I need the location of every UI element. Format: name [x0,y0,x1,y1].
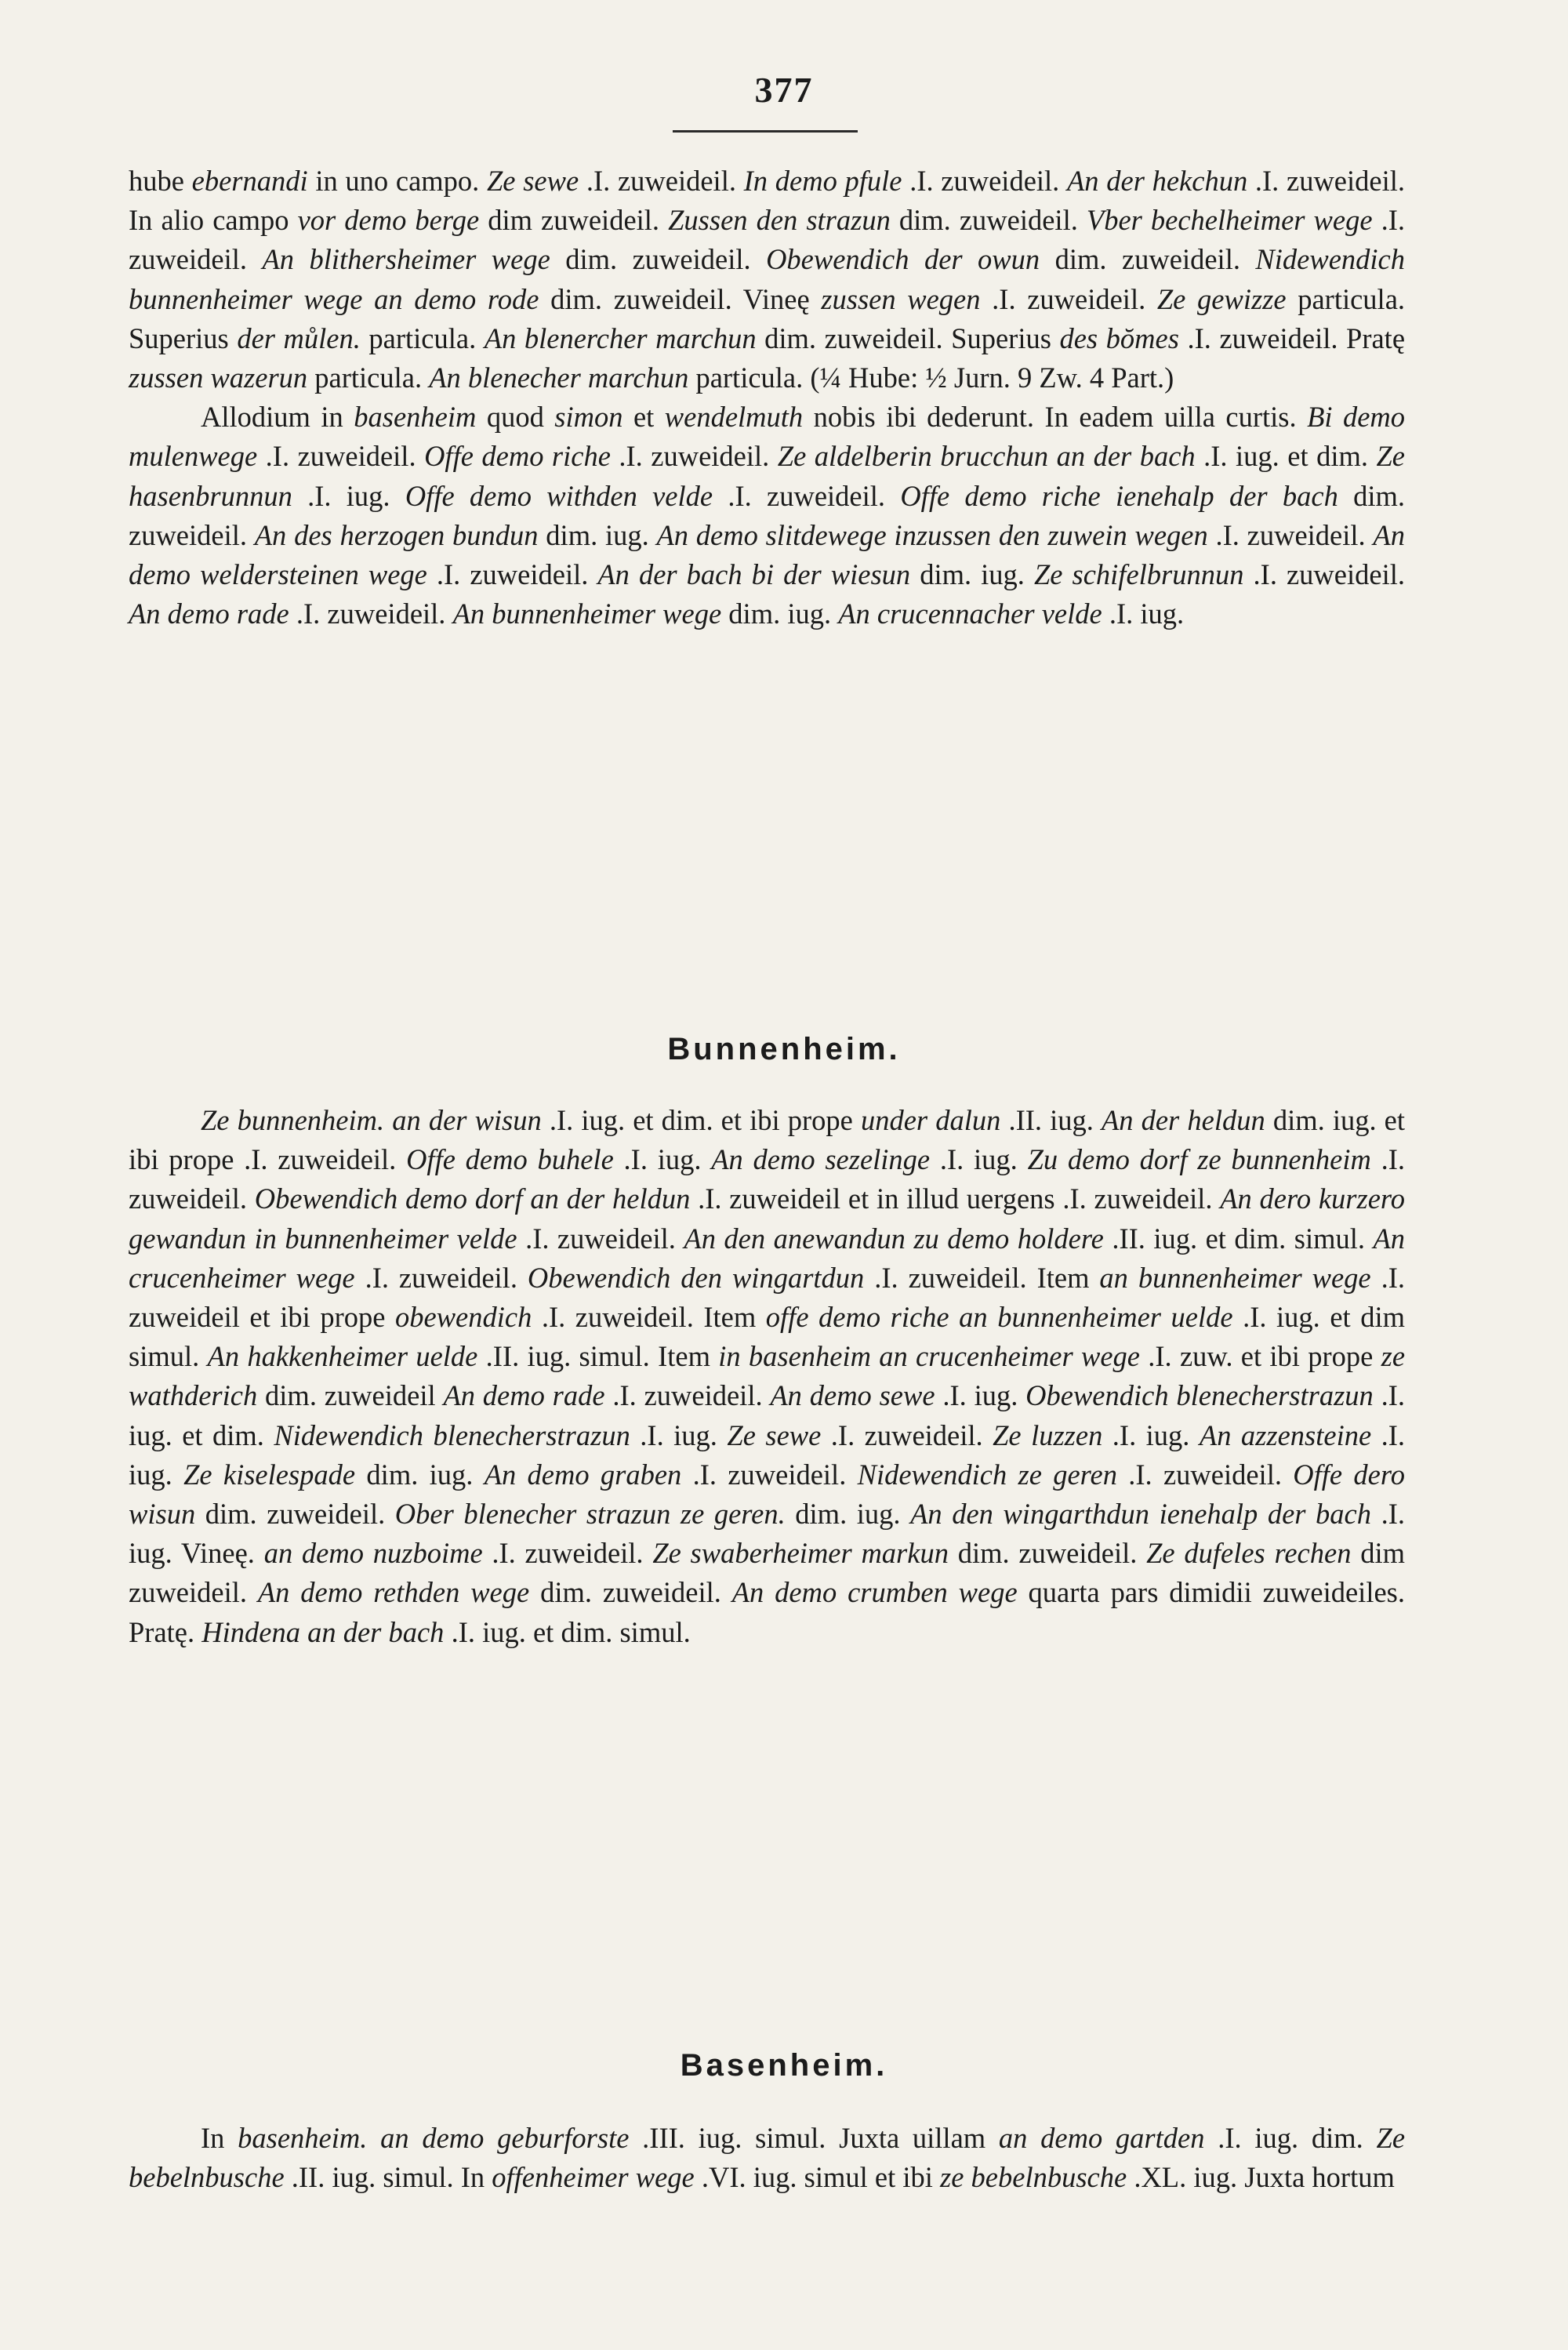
italic-place-name: An demo slitdewege inzussen den zuwein wegen [656,518,1208,551]
italic-place-name: An den anewandun zu demo holdere [684,1222,1104,1255]
italic-place-name: Ze dufeles rechen [1146,1537,1352,1570]
italic-place-name: in basenheim an crucenheimer wege [718,1340,1140,1373]
italic-place-name: Ze swaberheimer markun [652,1537,949,1570]
italic-place-name: Offe demo riche ienehalp der bach [900,479,1338,512]
italic-place-name: Zu demo dorf ze bunnenheim [1027,1143,1371,1176]
italic-place-name: Ze sewe [487,165,579,197]
italic-place-name: Nidewendich ze geren [857,1458,1117,1491]
italic-place-name: vor demo berge [297,204,480,237]
italic-place-name: des bŏmes [1059,321,1179,354]
italic-place-name: An blenercher marchun [484,321,757,354]
italic-place-name: Offe demo buhele [406,1143,614,1176]
italic-place-name: An den wingarthdun ienehalp der bach [910,1498,1372,1531]
section-heading-bunnenheim: Bunnenheim. [667,1032,901,1066]
italic-place-name: Offe demo riche [424,440,611,473]
italic-place-name: offenheimer wege [492,2161,695,2194]
italic-place-name: Vber bechelheimer wege [1086,204,1373,237]
italic-place-name: An der hekchun [1067,165,1248,197]
italic-place-name: An demo weldersteinen wege [129,518,1405,591]
italic-place-name: An demo graben [484,1458,682,1491]
italic-place-name: An demo rade [129,597,289,630]
italic-place-name: ze bebelnbusche [940,2161,1127,2194]
paragraph-hube: hube ebernandi in uno campo. Ze sewe .I. zuweideil. In demo pfule .I. zuweideil. An der hekchun .I. zuweideil. In alio campo vor demo berge dim zuweideil. Zussen den strazun dim. zuweideil. Vber bechelheimer wege .I. zuweideil. An blithersheimer wege dim. zuweideil. Obewendich der owun dim. zuweideil. Nidewendich bunnenheimer wege an demo rode dim. zuweideil. Vineę zussen wegen .I. zuweideil. Ze gewizze particula. Superius der můlen. particula. An blenercher marchun dim. zuweideil. Superius des bŏmes .I. zuweideil. Pratę zussen wazerun particula. An blenecher marchun particula. (¼ Hube: ½ Jurn. 9 Zw. 4 Part.) [129,165,1406,394]
italic-place-name: Hindena an der bach [201,1615,445,1648]
italic-place-name: Obewendich den wingartdun [527,1261,865,1294]
italic-place-name: basenheim [354,401,477,434]
italic-place-name: An blenecher marchun [429,361,689,394]
italic-place-name: Zussen den strazun [668,204,891,237]
italic-place-name: obewendich [395,1301,532,1334]
italic-place-name: An demo rade [443,1379,605,1412]
italic-place-name: Ze bebelnbusche [129,2122,1406,2194]
text-block-intro [129,162,1405,634]
italic-place-name: Ze bunnenheim. an der wisun [201,1104,542,1136]
italic-place-name: Offe demo withden velde [405,479,713,512]
italic-place-name: Ober blenecher strazun ze geren. [394,1498,786,1531]
italic-place-name: An des herzogen bundun [254,518,539,551]
italic-place-name: Bi demo mulenwege [129,401,1406,473]
italic-place-name: An demo crumben wege [731,1576,1018,1609]
italic-place-name: wendelmuth [664,401,804,434]
italic-place-name: Ze gewizze [1156,282,1287,315]
italic-place-name: An blithersheimer wege [262,243,550,276]
italic-place-name: ebernandi [191,165,308,197]
italic-place-name: An bunnenheimer wege [452,597,722,630]
paragraph-bunnenheim: Ze bunnenheim. an der wisun .I. iug. et dim. et ibi prope under dalun .II. iug. An der heldun dim. iug. et ibi prope .I. zuweideil. Offe demo buhele .I. iug. An demo sezelinge .I. iug. Zu demo dorf ze bunnenheim .I. zuweideil. Obewendich demo dorf an der heldun .I. zuweideil et in illud uergens .I. zuweideil. An dero kurzero gewandun in bunnenheimer velde .I. zuweideil. An den anewandun zu demo holdere .II. iug. et dim. simul. An crucenheimer wege .I. zuweideil. Obewendich den wingartdun .I. zuweideil. Item an bunnenheimer wege .I. zuweideil et ibi prope obewendich .I. zuweideil. Item offe demo riche an bunnenheimer uelde .I. iug. et dim simul. An hakkenheimer uelde .II. iug. simul. Item in basenheim an crucenheimer wege .I. zuw. et ibi prope ze wathderich dim. zuweideil An demo rade .I. zuweideil. An demo sewe .I. iug. Obewendich blenecherstrazun .I. iug. et dim. Nidewendich blenecherstrazun .I. iug. Ze sewe .I. zuweideil. Ze luzzen .I. iug. An azzensteine .I. iug. Ze kiselespade dim. iug. An demo graben .I. zuweideil. Nidewendich ze geren .I. zuweideil. Offe dero wisun dim. zuweideil. Ober blenecher strazun ze geren. dim. iug. An den wingarthdun ienehalp der bach .I. iug. Vineę. an demo nuzboime .I. zuweideil. Ze swaberheimer markun dim. zuweideil. Ze dufeles rechen dim zuweideil. An demo rethden wege dim. zuweideil. An demo crumben wege quarta pars dimidii zuweideiles. Pratę. Hindena an der bach .I. iug. et dim. simul. [129,1104,1406,1648]
italic-place-name: Ze hasenbrunnun [129,440,1405,512]
italic-place-name: an demo gartden [998,2122,1205,2154]
italic-place-name: ze wathderich [129,1340,1406,1412]
italic-place-name: zussen wegen [821,282,981,315]
italic-place-name: An der bach bi der wiesun [597,558,911,591]
page-number-rule [673,130,858,133]
italic-place-name: An der heldun [1101,1104,1265,1136]
italic-place-name: offe demo riche an bunnenheimer uelde [765,1301,1233,1334]
italic-place-name: Ze aldelberin brucchun an der bach [777,440,1196,473]
paragraph-basenheim: In basenheim. an demo geburforste .III. iug. simul. Juxta uillam an demo gartden .I. iug. dim. Ze bebelnbusche .II. iug. simul. In offenheimer wege .VI. iug. simul et ibi ze bebelnbusche .XL. iug. Juxta hortum [129,2122,1406,2194]
italic-place-name: Ze kiselespade [183,1458,356,1491]
italic-place-name: an demo nuzboime [263,1537,483,1570]
italic-place-name: Offe dero wisun [129,1458,1405,1531]
italic-place-name: Ze schifelbrunnun [1033,558,1244,591]
italic-place-name: An crucennacher velde [838,597,1102,630]
paragraph-allodium: Allodium in basenheim quod simon et wendelmuth nobis ibi dederunt. In eadem uilla curtis. Bi demo mulenwege .I. zuweideil. Offe demo riche .I. zuweideil. Ze aldelberin brucchun an der bach .I. iug. et dim. Ze hasenbrunnun .I. iug. Offe demo withden velde .I. zuweideil. Offe demo riche ienehalp der bach dim. zuweideil. An des herzogen bundun dim. iug. An demo slitdewege inzussen den zuwein wegen .I. zuweideil. An demo weldersteinen wege .I. zuweideil. An der bach bi der wiesun dim. iug. Ze schifelbrunnun .I. zuweideil. An demo rade .I. zuweideil. An bunnenheimer wege dim. iug. An crucennacher velde .I. iug. [129,401,1406,630]
italic-place-name: An azzensteine [1199,1418,1372,1451]
italic-place-name: Obewendich der owun [766,243,1040,276]
text-block-basenheim [129,2119,1405,2197]
italic-place-name: An hakkenheimer uelde [207,1340,478,1373]
italic-place-name: An demo rethden wege [257,1576,530,1609]
italic-place-name: An dero kurzero gewandun in bunnenheimer velde [129,1182,1405,1255]
italic-place-name: simon [554,401,623,434]
page-number: 377 [754,70,814,110]
italic-place-name: Ze luzzen [993,1418,1103,1451]
italic-place-name: An crucenheimer wege [129,1222,1406,1294]
italic-place-name: zussen wazerun [129,361,308,394]
italic-place-name: Obewendich blenecherstrazun [1025,1379,1374,1412]
italic-place-name: Obewendich demo dorf an der heldun [254,1182,691,1215]
italic-place-name: An demo sewe [770,1379,935,1412]
italic-place-name: basenheim. an demo geburforste [238,2122,630,2154]
italic-place-name: Ze sewe [727,1418,822,1451]
text-block-bunnenheim [129,1101,1405,1652]
italic-place-name: An demo sezelinge [711,1143,931,1176]
italic-place-name: Nidewendich bunnenheimer wege an demo rode [129,243,1405,315]
italic-place-name: an bunnenheimer wege [1099,1261,1371,1294]
italic-place-name: Nidewendich blenecherstrazun [274,1418,630,1451]
italic-place-name: under dalun [860,1104,1001,1136]
section-heading-basenheim: Basenheim. [680,2048,888,2083]
italic-place-name: In demo pfule [743,165,902,197]
italic-place-name: der můlen. [237,321,361,354]
